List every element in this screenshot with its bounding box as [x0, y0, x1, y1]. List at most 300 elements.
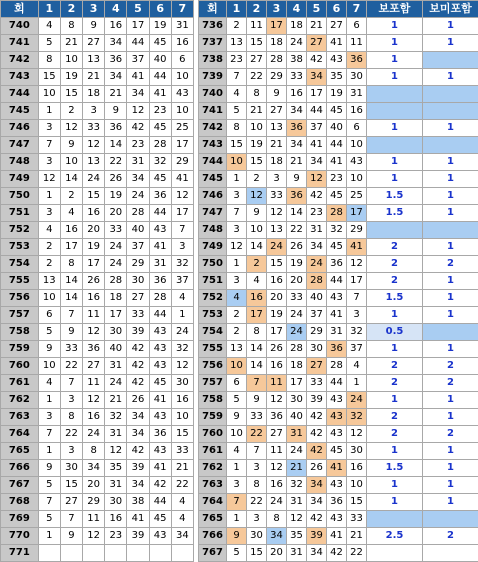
number-cell: 41: [127, 511, 149, 528]
number-cell: 10: [171, 103, 193, 120]
bonus-excluded-count: 1: [423, 307, 478, 324]
number-cell: 31: [287, 545, 307, 562]
number-cell: 42: [127, 375, 149, 392]
number-cell: 21: [105, 392, 127, 409]
number-cell: 41: [149, 460, 171, 477]
number-cell: 26: [127, 392, 149, 409]
bonus-included-count: 1: [367, 18, 423, 35]
bonus-excluded-count: [423, 86, 478, 103]
number-cell: 2: [60, 188, 82, 205]
round-cell: 764: [1, 426, 39, 443]
number-cell: 34: [307, 477, 327, 494]
number-cell: 10: [171, 409, 193, 426]
header-cell: 3: [267, 1, 287, 18]
round-cell: 742: [1, 52, 39, 69]
table-row: [199, 205, 478, 222]
header-cell: 1: [38, 1, 60, 18]
number-cell: 13: [83, 154, 105, 171]
bonus-included-count: 2: [367, 273, 423, 290]
number-cell: 31: [327, 324, 347, 341]
number-cell: 44: [327, 273, 347, 290]
number-cell: 3: [227, 477, 247, 494]
bonus-excluded-count: [423, 222, 478, 239]
number-cell: 3: [227, 273, 247, 290]
number-cell: 26: [105, 171, 127, 188]
number-cell: 19: [327, 86, 347, 103]
number-cell: 12: [83, 392, 105, 409]
number-cell: 17: [127, 18, 149, 35]
number-cell: 3: [38, 409, 60, 426]
header-cell: 6: [327, 1, 347, 18]
number-cell: 1: [227, 256, 247, 273]
number-cell: 13: [83, 52, 105, 69]
number-cell: [171, 545, 193, 562]
bonus-included-count: 1: [367, 52, 423, 69]
number-cell: 21: [347, 528, 367, 545]
number-cell: 31: [105, 477, 127, 494]
number-cell: 19: [105, 188, 127, 205]
number-cell: 9: [227, 528, 247, 545]
number-cell: 31: [347, 86, 367, 103]
number-cell: 18: [287, 18, 307, 35]
bonus-excluded-count: 1: [423, 239, 478, 256]
table-row: [199, 358, 478, 375]
number-cell: 1: [227, 171, 247, 188]
number-cell: 27: [327, 18, 347, 35]
number-cell: 30: [287, 392, 307, 409]
number-cell: 37: [307, 307, 327, 324]
number-cell: 5: [227, 545, 247, 562]
number-cell: 16: [105, 511, 127, 528]
number-cell: 45: [149, 120, 171, 137]
table-row: [199, 188, 478, 205]
number-cell: 7: [227, 69, 247, 86]
bonus-excluded-count: 1: [423, 273, 478, 290]
number-cell: 42: [127, 358, 149, 375]
header-cell: 3: [83, 1, 105, 18]
table-row: [199, 222, 478, 239]
number-cell: 12: [227, 239, 247, 256]
number-cell: 26: [83, 273, 105, 290]
round-cell: 736: [199, 18, 227, 35]
number-cell: 1: [38, 392, 60, 409]
number-cell: 45: [327, 443, 347, 460]
number-cell: 32: [347, 324, 367, 341]
number-cell: 42: [307, 443, 327, 460]
number-cell: 29: [171, 154, 193, 171]
number-cell: 6: [38, 307, 60, 324]
number-cell: 21: [247, 103, 267, 120]
number-cell: 25: [171, 120, 193, 137]
number-cell: 29: [127, 256, 149, 273]
round-cell: 749: [199, 239, 227, 256]
number-cell: 12: [171, 188, 193, 205]
bonus-excluded-count: [423, 324, 478, 341]
round-cell: 742: [199, 120, 227, 137]
bonus-excluded-count: [423, 511, 478, 528]
bonus-included-count: [367, 86, 423, 103]
number-cell: 7: [38, 426, 60, 443]
number-cell: 43: [149, 409, 171, 426]
bonus-included-count: 2: [367, 426, 423, 443]
number-cell: 16: [267, 358, 287, 375]
number-cell: 7: [60, 511, 82, 528]
number-cell: 28: [105, 273, 127, 290]
round-cell: 744: [1, 86, 39, 103]
number-cell: 8: [267, 511, 287, 528]
number-cell: 34: [287, 103, 307, 120]
number-cell: 41: [171, 171, 193, 188]
table-row: [199, 426, 478, 443]
number-cell: 38: [287, 52, 307, 69]
table-row: [199, 375, 478, 392]
number-cell: 27: [307, 35, 327, 52]
round-cell: 765: [1, 443, 39, 460]
number-cell: 43: [149, 341, 171, 358]
number-cell: 29: [267, 69, 287, 86]
number-cell: 3: [171, 239, 193, 256]
number-cell: 16: [247, 290, 267, 307]
round-cell: 767: [199, 545, 227, 562]
table-row: [199, 137, 478, 154]
number-cell: 4: [247, 273, 267, 290]
number-cell: 17: [267, 324, 287, 341]
number-cell: 5: [38, 511, 60, 528]
table-row: [199, 35, 478, 52]
round-cell: 762: [1, 392, 39, 409]
number-cell: 12: [247, 188, 267, 205]
round-cell: 754: [1, 256, 39, 273]
number-cell: 4: [171, 290, 193, 307]
number-cell: 33: [267, 188, 287, 205]
number-cell: 22: [60, 358, 82, 375]
number-cell: 9: [287, 171, 307, 188]
number-cell: 12: [267, 205, 287, 222]
bonus-included-count: [367, 545, 423, 562]
table-row: [1, 358, 194, 375]
number-cell: 36: [327, 256, 347, 273]
bonus-included-count: 1.5: [367, 290, 423, 307]
bonus-included-count: 1: [367, 307, 423, 324]
number-cell: 14: [287, 205, 307, 222]
number-cell: 4: [227, 86, 247, 103]
number-cell: 22: [105, 154, 127, 171]
number-cell: 42: [327, 545, 347, 562]
table-row: [1, 324, 194, 341]
number-cell: 16: [171, 35, 193, 52]
number-cell: 32: [327, 222, 347, 239]
number-cell: 27: [307, 358, 327, 375]
number-cell: 18: [267, 35, 287, 52]
number-cell: 42: [307, 188, 327, 205]
number-cell: 23: [227, 52, 247, 69]
number-cell: 33: [127, 307, 149, 324]
number-cell: 10: [347, 477, 367, 494]
round-cell: 741: [1, 35, 39, 52]
number-cell: 34: [307, 239, 327, 256]
number-cell: 31: [307, 222, 327, 239]
number-cell: 11: [267, 443, 287, 460]
number-cell: 36: [83, 341, 105, 358]
number-cell: 2: [247, 171, 267, 188]
number-cell: 31: [105, 358, 127, 375]
number-cell: 36: [287, 188, 307, 205]
header-cell: 회: [199, 1, 227, 18]
header-cell: 5: [127, 1, 149, 18]
round-cell: 761: [1, 375, 39, 392]
bonus-included-count: 1: [367, 494, 423, 511]
number-cell: 4: [171, 511, 193, 528]
number-cell: 24: [287, 443, 307, 460]
number-cell: 8: [247, 477, 267, 494]
number-cell: 11: [267, 375, 287, 392]
round-cell: 740: [1, 18, 39, 35]
number-cell: 23: [149, 103, 171, 120]
number-cell: 15: [247, 545, 267, 562]
number-cell: 12: [127, 103, 149, 120]
number-cell: 41: [127, 69, 149, 86]
bonus-included-count: 1.5: [367, 460, 423, 477]
number-cell: 13: [227, 35, 247, 52]
number-cell: 12: [83, 324, 105, 341]
number-cell: 8: [60, 256, 82, 273]
bonus-excluded-count: [423, 137, 478, 154]
number-cell: 17: [171, 137, 193, 154]
number-cell: 43: [327, 477, 347, 494]
number-cell: 23: [127, 137, 149, 154]
number-cell: 20: [267, 545, 287, 562]
number-cell: 24: [287, 35, 307, 52]
number-cell: 43: [327, 511, 347, 528]
number-cell: 18: [267, 154, 287, 171]
number-cell: 7: [38, 494, 60, 511]
number-cell: 9: [267, 86, 287, 103]
number-cell: 21: [105, 86, 127, 103]
number-cell: 30: [307, 341, 327, 358]
number-cell: 2: [227, 307, 247, 324]
table-row: [199, 256, 478, 273]
table-row: [1, 426, 194, 443]
number-cell: 3: [347, 307, 367, 324]
number-cell: 12: [287, 511, 307, 528]
number-cell: 43: [327, 290, 347, 307]
bonus-included-count: [367, 511, 423, 528]
number-cell: 19: [83, 239, 105, 256]
bonus-included-count: 2: [367, 239, 423, 256]
number-cell: 37: [171, 273, 193, 290]
number-cell: 44: [327, 375, 347, 392]
bonus-excluded-count: 1: [423, 69, 478, 86]
round-cell: 744: [199, 154, 227, 171]
number-cell: 9: [247, 392, 267, 409]
number-cell: 18: [83, 86, 105, 103]
bonus-included-count: 1: [367, 341, 423, 358]
number-cell: 17: [307, 86, 327, 103]
number-cell: 40: [105, 341, 127, 358]
number-cell: 30: [247, 528, 267, 545]
round-cell: 754: [199, 324, 227, 341]
round-cell: 755: [1, 273, 39, 290]
number-cell: 31: [287, 426, 307, 443]
table-row: [1, 375, 194, 392]
number-cell: 32: [171, 341, 193, 358]
number-cell: 22: [60, 426, 82, 443]
number-cell: 37: [127, 52, 149, 69]
table-row: [1, 460, 194, 477]
number-cell: 39: [307, 528, 327, 545]
number-cell: 35: [287, 528, 307, 545]
number-cell: 44: [149, 205, 171, 222]
table-row: [1, 154, 194, 171]
table-row: [1, 256, 194, 273]
number-cell: 36: [347, 52, 367, 69]
round-cell: 750: [199, 256, 227, 273]
number-cell: 43: [327, 409, 347, 426]
number-cell: 14: [247, 341, 267, 358]
round-cell: 745: [199, 171, 227, 188]
number-cell: 28: [327, 358, 347, 375]
table-row: [1, 290, 194, 307]
number-cell: 19: [60, 69, 82, 86]
number-cell: 14: [60, 171, 82, 188]
number-cell: [83, 545, 105, 562]
table-row: [199, 460, 478, 477]
number-cell: 9: [227, 409, 247, 426]
number-cell: 8: [83, 443, 105, 460]
number-cell: 20: [287, 273, 307, 290]
number-cell: 8: [38, 52, 60, 69]
number-cell: 16: [60, 222, 82, 239]
number-cell: 23: [327, 171, 347, 188]
number-cell: 34: [127, 426, 149, 443]
number-cell: 10: [227, 154, 247, 171]
number-cell: 30: [105, 324, 127, 341]
header-cell: 6: [149, 1, 171, 18]
number-cell: 14: [60, 290, 82, 307]
number-cell: 20: [83, 222, 105, 239]
number-cell: 24: [287, 324, 307, 341]
round-cell: 758: [1, 324, 39, 341]
number-cell: 1: [347, 375, 367, 392]
round-cell: 762: [199, 460, 227, 477]
round-cell: 757: [1, 307, 39, 324]
number-cell: 42: [307, 409, 327, 426]
number-cell: 7: [227, 205, 247, 222]
bonus-included-count: [367, 222, 423, 239]
number-cell: 3: [60, 392, 82, 409]
number-cell: 11: [247, 18, 267, 35]
number-cell: 1: [38, 528, 60, 545]
number-cell: 43: [347, 154, 367, 171]
number-cell: 3: [267, 171, 287, 188]
number-cell: 24: [105, 256, 127, 273]
number-cell: 39: [307, 392, 327, 409]
number-cell: 33: [347, 511, 367, 528]
table-row: [1, 18, 194, 35]
round-cell: 756: [1, 290, 39, 307]
number-cell: 22: [171, 477, 193, 494]
bonus-excluded-count: 1: [423, 460, 478, 477]
number-cell: 33: [287, 290, 307, 307]
number-cell: 24: [267, 494, 287, 511]
number-cell: 10: [60, 154, 82, 171]
header-row: [1, 1, 194, 18]
number-cell: 24: [83, 426, 105, 443]
table-row: [1, 392, 194, 409]
bonus-excluded-count: 1: [423, 35, 478, 52]
number-cell: 17: [287, 375, 307, 392]
number-cell: 15: [60, 86, 82, 103]
number-cell: 6: [171, 52, 193, 69]
number-cell: 2: [38, 256, 60, 273]
bonus-included-count: 1: [367, 171, 423, 188]
bonus-included-count: 2: [367, 409, 423, 426]
number-cell: 15: [267, 256, 287, 273]
number-cell: 45: [327, 103, 347, 120]
number-cell: 17: [347, 273, 367, 290]
round-cell: 767: [1, 477, 39, 494]
number-cell: 36: [149, 188, 171, 205]
number-cell: 31: [105, 426, 127, 443]
number-cell: 29: [307, 324, 327, 341]
bonus-excluded-count: [423, 545, 478, 562]
number-cell: 39: [127, 528, 149, 545]
number-cell: 36: [287, 120, 307, 137]
number-cell: 1: [171, 307, 193, 324]
number-cell: 12: [347, 256, 367, 273]
number-cell: 17: [347, 205, 367, 222]
number-cell: 3: [247, 460, 267, 477]
bonus-included-count: 1: [367, 477, 423, 494]
round-cell: 747: [1, 137, 39, 154]
number-cell: 11: [83, 511, 105, 528]
table-row: [199, 86, 478, 103]
bonus-excluded-count: 1: [423, 477, 478, 494]
number-cell: 24: [171, 324, 193, 341]
bonus-excluded-count: 1: [423, 188, 478, 205]
bonus-included-count: 2: [367, 256, 423, 273]
number-cell: 28: [149, 137, 171, 154]
number-cell: 44: [307, 103, 327, 120]
number-cell: 12: [105, 443, 127, 460]
round-cell: 758: [199, 392, 227, 409]
number-cell: 14: [105, 137, 127, 154]
number-cell: 20: [83, 477, 105, 494]
number-cell: 24: [127, 188, 149, 205]
round-cell: 752: [199, 290, 227, 307]
number-cell: 11: [83, 307, 105, 324]
number-cell: 15: [247, 154, 267, 171]
number-cell: 15: [83, 188, 105, 205]
number-cell: 8: [60, 18, 82, 35]
number-cell: 12: [83, 528, 105, 545]
round-cell: 756: [199, 358, 227, 375]
number-cell: 13: [227, 341, 247, 358]
number-cell: 15: [247, 35, 267, 52]
number-cell: 6: [227, 375, 247, 392]
number-cell: 34: [287, 137, 307, 154]
number-cell: 21: [171, 460, 193, 477]
bonus-excluded-count: 2: [423, 528, 478, 545]
round-cell: 739: [199, 69, 227, 86]
number-cell: 43: [149, 443, 171, 460]
number-cell: 26: [267, 341, 287, 358]
round-cell: 760: [199, 426, 227, 443]
bonus-excluded-count: 1: [423, 290, 478, 307]
round-cell: 737: [199, 35, 227, 52]
round-cell: 763: [1, 409, 39, 426]
number-cell: 20: [267, 290, 287, 307]
